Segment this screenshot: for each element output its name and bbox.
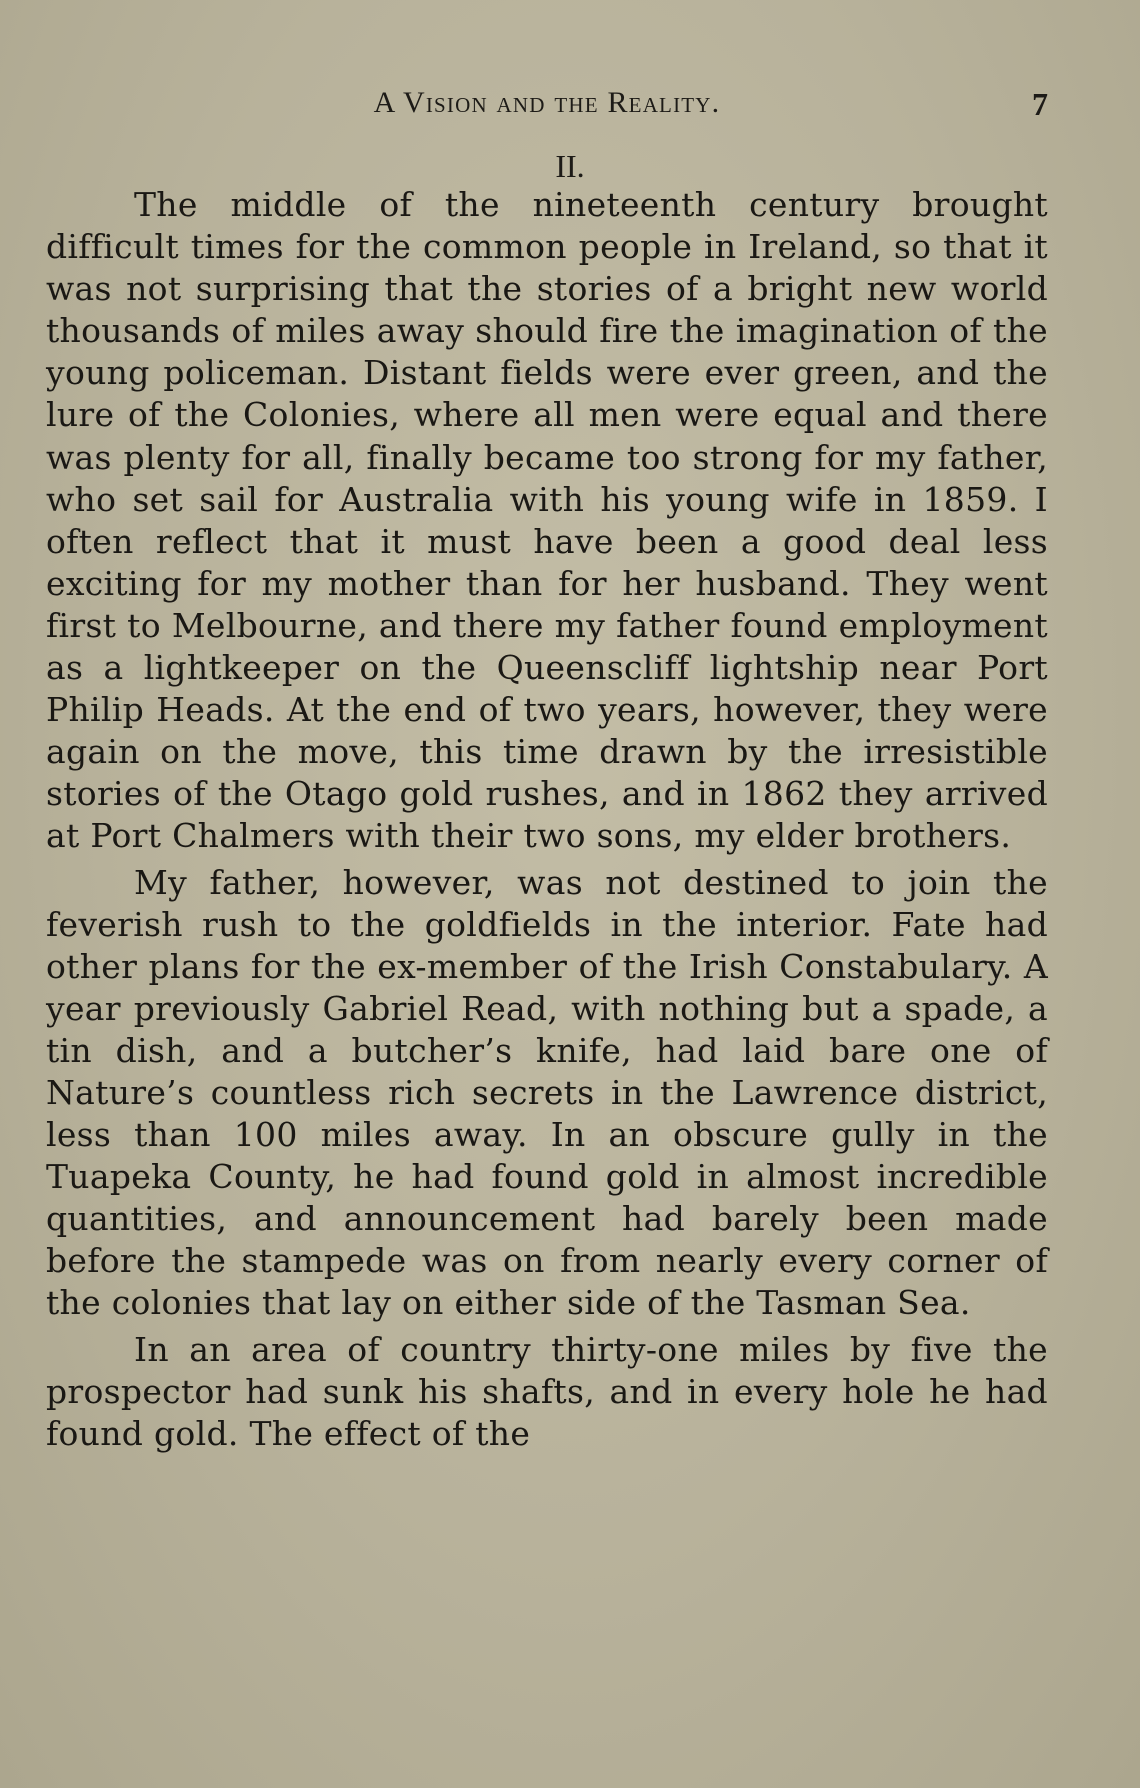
paragraph: The middle of the nineteenth century brought difficult times for the common people in Ireland, so that it was not surprising that the stories of a bright new world thousands of miles away should fire the imagination of the young policeman. Distant fields were ever green, and the lure of the Colonies, where all men were equal and there was plenty for all, finally became too strong for my father, who set sail for Australia with his young wife in 1859. I often reflect that it must have been a good deal less exciting for my mother than for her husband. They went first to Melbourne, and there my father found employment as a lightkeeper on the Queenscliff lightship near Port Philip Heads. At the end of two years, however, they were again on the move, this time drawn by the irresistible stories of the Otago gold rushes, and in 1862 they arrived at Port Chalmers with their two sons, my elder brothers. [46, 185, 1048, 856]
running-title: A Vision and the Reality. [373, 86, 721, 119]
paragraph: My father, however, was not destined to join the feverish rush to the goldfields in the interior. Fate had other plans for the ex-member of the Irish Constabulary. A year previously Gabriel Read, with nothing but a spade, a tin dish, and a butcher’s knife, had laid bare one of Nature’s countless rich secrets in the Lawrence district, less than 100 miles away. In an obscure gully in the Tuapeka County, he had found gold in almost incredible quantities, and announcement had barely been made before the stampede was on from nearly every corner of the colonies that lay on either side of the Tasman Sea. [46, 862, 1048, 1323]
section-heading: II. [555, 148, 585, 184]
body-text [46, 184, 1048, 1455]
paragraph: In an area of country thirty-one miles by five the prospector had sunk his shafts, and in every hole he had found gold. The effect of the [46, 1329, 1048, 1453]
page-header [46, 86, 1048, 126]
page-number: 7 [1032, 86, 1048, 122]
